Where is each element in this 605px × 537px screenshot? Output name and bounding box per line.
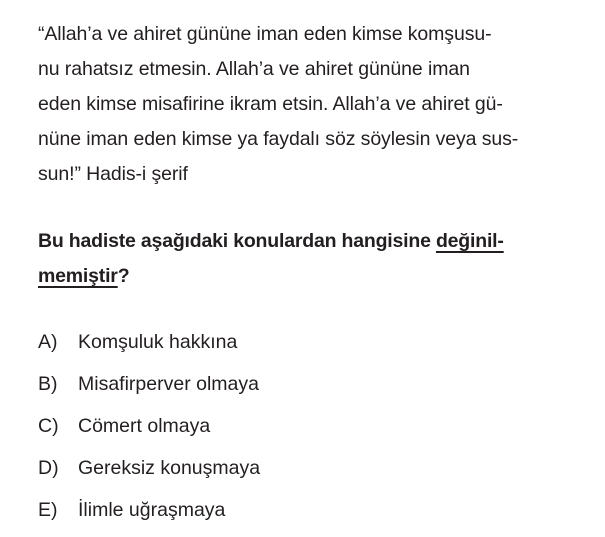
passage-line-5: sun!” Hadis-i şerif xyxy=(38,163,188,185)
option-a[interactable] xyxy=(38,329,237,355)
passage-line-2: nu rahatsız etmesin. Allah’a ve ahiret gününe iman xyxy=(38,58,470,80)
passage-line-4: nüne iman eden kimse ya faydalı söz söylesin veya sus- xyxy=(38,128,519,150)
question-emphasis: değinil- xyxy=(435,230,504,252)
option-b[interactable] xyxy=(38,371,259,397)
option-text: İlimle uğraşmaya xyxy=(78,499,226,521)
question-emphasis: memiştir xyxy=(38,265,118,287)
option-letter: E) xyxy=(38,499,58,521)
option-e[interactable] xyxy=(38,497,225,523)
option-letter: A) xyxy=(38,331,58,353)
option-text: Misafirperver olmaya xyxy=(78,373,259,395)
option-c[interactable] xyxy=(38,413,210,439)
question-line-2 xyxy=(38,263,129,289)
passage-line-1: “Allah’a ve ahiret gününe iman eden kimse komşusu- xyxy=(38,23,492,45)
option-letter: D) xyxy=(38,457,59,479)
option-text: Komşuluk hakkına xyxy=(78,331,238,353)
option-d[interactable] xyxy=(38,455,260,481)
passage-line-3: eden kimse misafirine ikram etsin. Allah’a ve ahiret gü- xyxy=(38,93,503,115)
question-line-1 xyxy=(38,228,504,254)
option-text: Cömert olmaya xyxy=(78,415,211,437)
question-mark: ? xyxy=(117,265,130,287)
option-letter: B) xyxy=(38,373,58,395)
question-text: Bu hadiste aşağıdaki konulardan hangisine xyxy=(38,230,436,252)
option-text: Gereksiz konuşmaya xyxy=(78,457,261,479)
option-letter: C) xyxy=(38,415,59,437)
